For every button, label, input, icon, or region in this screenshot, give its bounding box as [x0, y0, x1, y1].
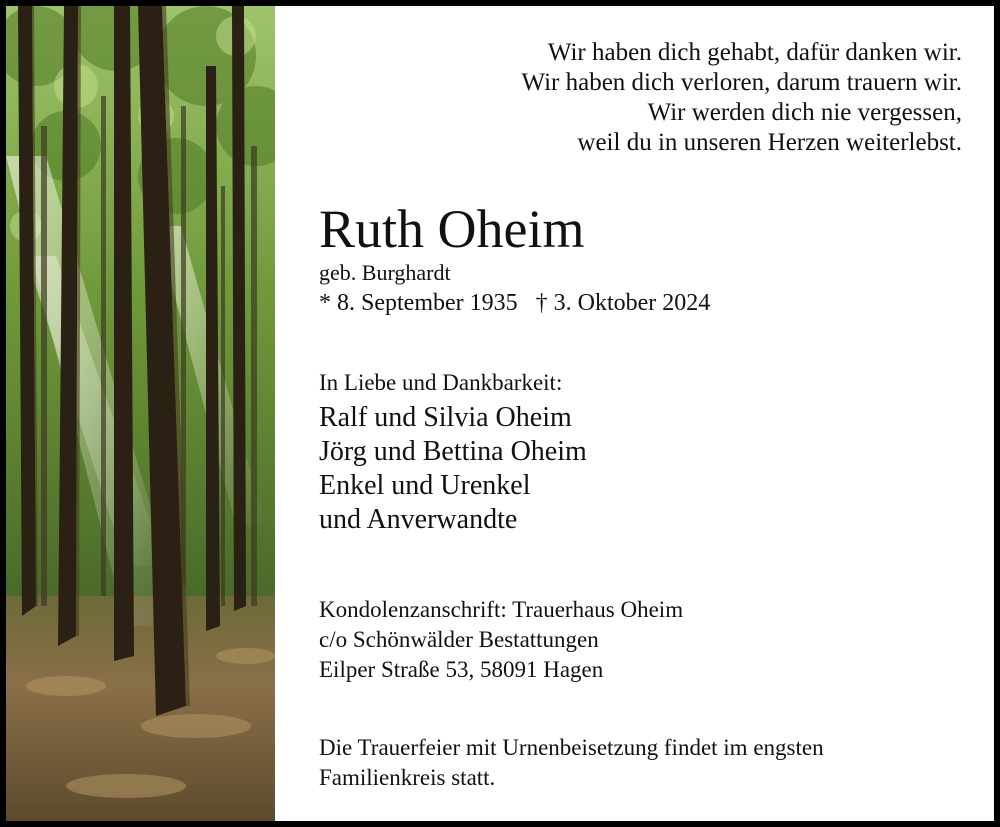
condolence-address	[319, 595, 683, 685]
poem-line: Wir haben dich gehabt, dafür danken wir.	[547, 39, 962, 66]
poem-line: Wir haben dich verloren, darum trauern wir.	[521, 69, 962, 96]
address-line: Eilper Straße 53, 58091 Hagen	[319, 657, 604, 682]
mourner-name: Jörg und Bettina Oheim	[319, 436, 587, 467]
birth-date: * 8. September 1935	[319, 290, 518, 316]
poem-line: weil du in unseren Herzen weiterlebst.	[577, 129, 962, 156]
life-dates	[319, 288, 710, 318]
funeral-line: Die Trauerfeier mit Urnenbeisetzung findet im engsten	[319, 735, 824, 760]
mourners-intro: In Liebe und Dankbarkeit:	[319, 370, 563, 395]
forest-photo	[6, 6, 275, 821]
deceased-name: Ruth Oheim	[319, 199, 585, 259]
mourner-name: Enkel und Urenkel	[319, 470, 531, 501]
mourners-list	[319, 401, 587, 537]
birth-name: geb. Burghardt	[319, 260, 451, 285]
mourner-name: Ralf und Silvia Oheim	[319, 402, 572, 433]
mourner-name: und Anverwandte	[319, 504, 518, 535]
address-line: Kondolenzanschrift: Trauerhaus Oheim	[319, 597, 684, 622]
poem	[362, 38, 962, 158]
funeral-line: Familienkreis statt.	[319, 765, 496, 790]
address-line: c/o Schönwälder Bestattungen	[319, 627, 599, 652]
death-date: † 3. Oktober 2024	[535, 290, 711, 316]
poem-line: Wir werden dich nie vergessen,	[647, 99, 962, 126]
funeral-notice	[319, 733, 824, 793]
